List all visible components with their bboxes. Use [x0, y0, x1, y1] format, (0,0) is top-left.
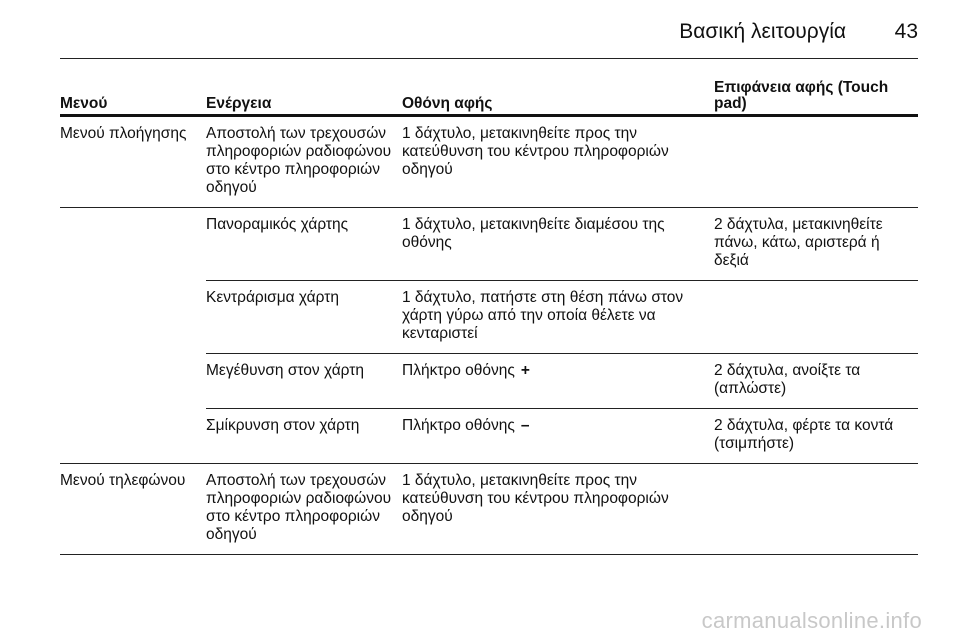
cell-touchscreen: 1 δάχτυλο, μετακινηθείτε διαμέσου της οθόνης — [402, 208, 714, 281]
table-row — [60, 409, 918, 464]
cell-menu — [60, 281, 206, 354]
cell-action: Αποστολή των τρεχουσών πληροφοριών ραδιοφώνου στο κέντρο πληροφοριών οδηγού — [206, 116, 402, 208]
touchscreen-text: Πλήκτρο οθόνης — [402, 362, 515, 379]
cell-menu — [60, 354, 206, 409]
cell-action: Κεντράρισμα χάρτη — [206, 281, 402, 354]
cell-touchpad: 2 δάχτυλα, φέρτε τα κοντά (τσιμπήστε) — [714, 409, 918, 464]
cell-touchscreen: 1 δάχτυλο, πατήστε στη θέση πάνω στον χάρτη γύρω από την οποία θέλετε να κενταριστεί — [402, 281, 714, 354]
column-header-action: Ενέργεια — [206, 80, 402, 116]
cell-touchpad — [714, 116, 918, 208]
section-title: Βασική λειτουργία — [679, 20, 846, 43]
cell-touchscreen: 1 δάχτυλο, μετακινηθείτε προς την κατεύθυνση του κέντρου πληροφοριών οδηγού — [402, 116, 714, 208]
cell-menu: Μενού τηλεφώνου — [60, 464, 206, 555]
column-header-touchscreen: Οθόνη αφής — [402, 80, 714, 116]
minus-icon: – — [520, 417, 530, 434]
watermark: carmanualsonline.info — [701, 608, 922, 633]
table-row — [60, 281, 918, 354]
cell-action: Αποστολή των τρεχουσών πληροφοριών ραδιοφώνου στο κέντρο πληροφοριών οδηγού — [206, 464, 402, 555]
cell-menu: Μενού πλοήγησης — [60, 116, 206, 208]
plus-icon: + — [520, 362, 530, 379]
cell-touchscreen — [402, 354, 714, 409]
cell-action: Μεγέθυνση στον χάρτη — [206, 354, 402, 409]
cell-touchpad: 2 δάχτυλα, μετακινηθείτε πάνω, κάτω, αριστερά ή δεξιά — [714, 208, 918, 281]
column-header-touchpad: Επιφάνεια αφής (Touch pad) — [714, 80, 918, 116]
table-row — [60, 208, 918, 281]
table-row — [60, 464, 918, 555]
cell-touchscreen: 1 δάχτυλο, μετακινηθείτε προς την κατεύθυνση του κέντρου πληροφοριών οδηγού — [402, 464, 714, 555]
cell-touchpad: 2 δάχτυλα, ανοίξτε τα (απλώστε) — [714, 354, 918, 409]
table-header-row — [60, 80, 918, 116]
gesture-table — [60, 80, 918, 555]
cell-menu — [60, 409, 206, 464]
cell-action: Σμίκρυνση στον χάρτη — [206, 409, 402, 464]
table-row — [60, 354, 918, 409]
table-row — [60, 116, 918, 208]
cell-touchpad — [714, 464, 918, 555]
page-number: 43 — [894, 20, 918, 43]
cell-touchpad — [714, 281, 918, 354]
touchscreen-text: Πλήκτρο οθόνης — [402, 417, 515, 434]
cell-touchscreen — [402, 409, 714, 464]
header-divider — [60, 58, 918, 59]
cell-menu — [60, 208, 206, 281]
page-header — [60, 20, 918, 50]
column-header-menu: Μενού — [60, 80, 206, 116]
cell-action: Πανοραμικός χάρτης — [206, 208, 402, 281]
